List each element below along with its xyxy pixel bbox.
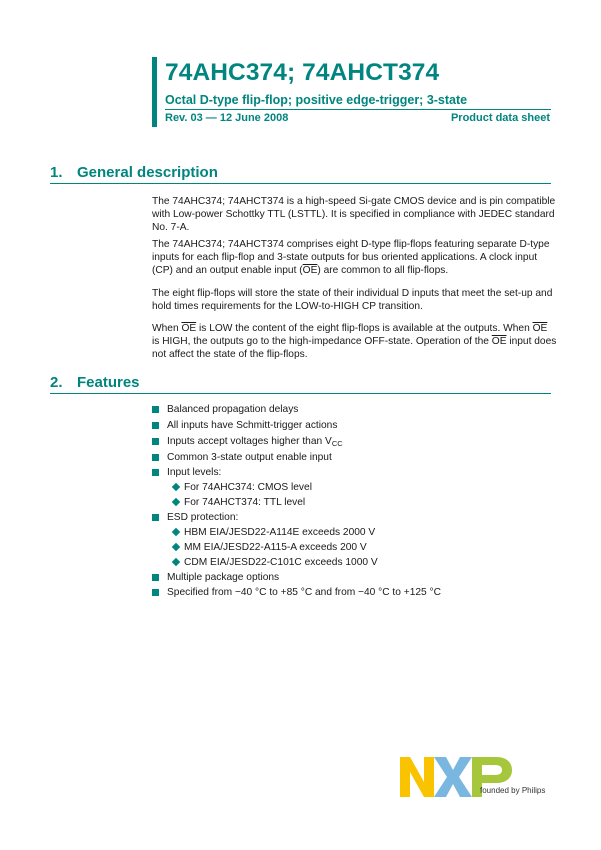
diamond-bullet-icon bbox=[172, 528, 180, 536]
section-heading-general-description bbox=[50, 164, 218, 181]
feature-item: Multiple package options bbox=[167, 572, 280, 583]
feature-subitem: For 74AHCT374: TTL level bbox=[184, 497, 306, 508]
feature-item: All inputs have Schmitt-trigger actions bbox=[167, 420, 338, 431]
section-title: Features bbox=[77, 374, 140, 391]
feature-subitem: For 74AHC374: CMOS level bbox=[184, 482, 312, 493]
oe-overline: $\overline{OE}$ bbox=[532, 323, 548, 334]
square-bullet-icon bbox=[152, 454, 159, 461]
square-bullet-icon bbox=[152, 438, 159, 445]
oe-overline: $\overline{OE}$ bbox=[302, 265, 318, 276]
feature-item: Balanced propagation delays bbox=[167, 404, 299, 415]
feature-item: Specified from −40 °C to +85 °C and from −40 °C to +125 °C bbox=[167, 587, 441, 598]
oe-overline: $\overline{OE}$ bbox=[491, 336, 507, 347]
diamond-bullet-icon bbox=[172, 483, 180, 491]
section-number: 1. bbox=[50, 164, 63, 181]
feature-item: Inputs accept voltages higher than $V_{CC}$ bbox=[167, 436, 343, 448]
feature-subitem: MM EIA/JESD22-A115-A exceeds 200 V bbox=[184, 542, 367, 553]
document-subtitle: Octal D-type flip-flop; positive edge-trigger; 3-state bbox=[165, 93, 468, 107]
header-accent-bar bbox=[152, 57, 157, 127]
diamond-bullet-icon bbox=[172, 498, 180, 506]
document-type: Product data sheet bbox=[450, 112, 550, 124]
square-bullet-icon bbox=[152, 514, 159, 521]
logo-tagline: founded by Philips bbox=[480, 786, 546, 795]
feature-item: Common 3-state output enable input bbox=[167, 452, 332, 463]
section-number: 2. bbox=[50, 374, 63, 391]
square-bullet-icon bbox=[152, 589, 159, 596]
square-bullet-icon bbox=[152, 469, 159, 476]
square-bullet-icon bbox=[152, 406, 159, 413]
diamond-bullet-icon bbox=[172, 543, 180, 551]
section-title: General description bbox=[77, 164, 218, 181]
section-heading-features bbox=[50, 374, 140, 391]
revision-info: Rev. 03 — 12 June 2008 bbox=[165, 112, 289, 124]
description-paragraph-4: When $\overline{OE}$ is LOW the content of the eight flip-flops is available at the outputs. When $\overline{OE}$ is HIGH, the outputs go to the high-impedance OFF-state. Operation of the $\overline{OE}$ input does not affect the state of the flip-flops. bbox=[152, 323, 557, 360]
header-divider bbox=[165, 109, 551, 110]
description-paragraph-3: The eight flip-flops will store the state of their individual D inputs that meet the set-up and hold times requirements for the LOW-to-HIGH CP transition. bbox=[152, 288, 553, 312]
square-bullet-icon bbox=[152, 574, 159, 581]
square-bullet-icon bbox=[152, 422, 159, 429]
document-title: 74AHC374; 74AHCT374 bbox=[165, 59, 440, 86]
feature-item: ESD protection: bbox=[167, 512, 239, 523]
feature-subitem: HBM EIA/JESD22-A114E exceeds 2000 V bbox=[184, 527, 376, 538]
oe-overline: $\overline{OE}$ bbox=[181, 323, 197, 334]
section-divider bbox=[50, 183, 551, 184]
feature-subitem: CDM EIA/JESD22-C101C exceeds 1000 V bbox=[184, 557, 378, 568]
diamond-bullet-icon bbox=[172, 558, 180, 566]
section-divider bbox=[50, 393, 551, 394]
feature-item: Input levels: bbox=[167, 467, 222, 478]
description-paragraph-1: The 74AHC374; 74AHCT374 is a high-speed Si-gate CMOS device and is pin compatible with Low-power Schottky TTL (LSTTL). It is specified in compliance with JEDEC standard No. 7-A. bbox=[152, 196, 556, 233]
description-paragraph-2: The 74AHC374; 74AHCT374 comprises eight D-type flip-flops featuring separate D-type inputs for each flip-flop and 3-state outputs for bus oriented applications. A clock input (CP) and an output enable input $(\overline{OE})$ are common to all flip-flops. bbox=[152, 239, 550, 276]
